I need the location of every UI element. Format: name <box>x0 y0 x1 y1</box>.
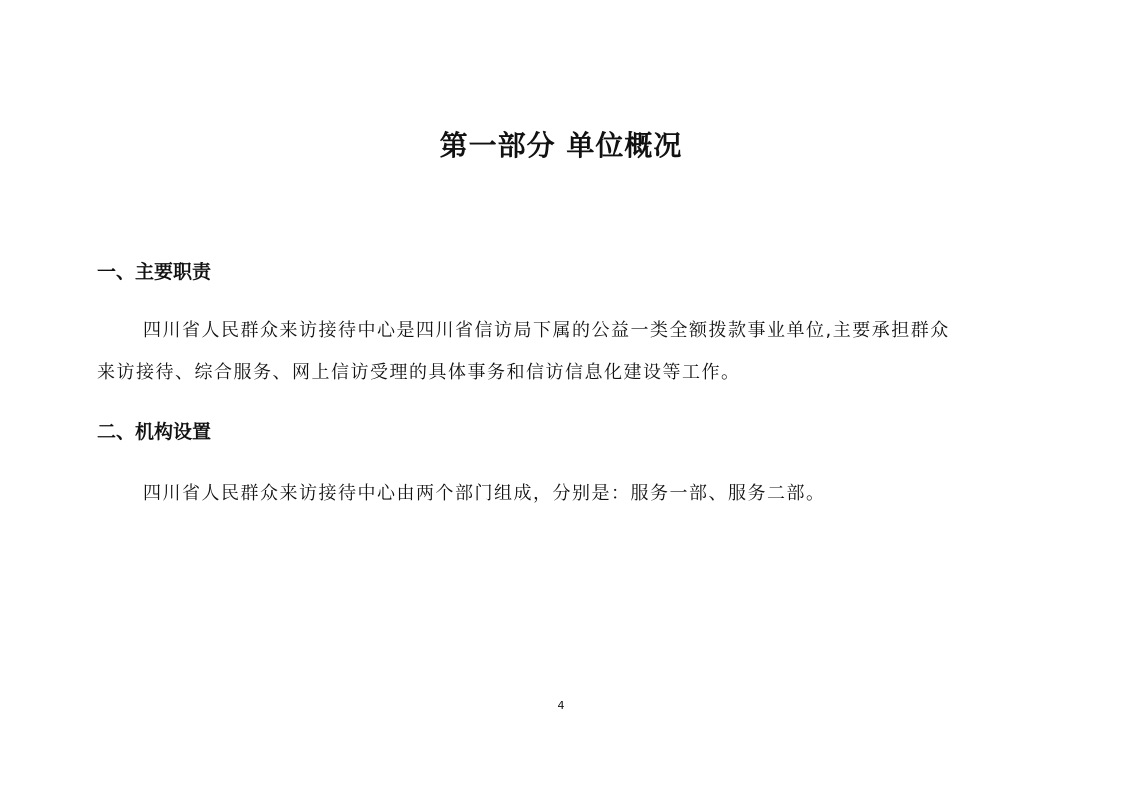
section-paragraph-organization <box>97 473 1032 515</box>
page-title: 第一部分 单位概况 <box>439 129 683 162</box>
section-heading-organization: 二、机构设置 <box>97 421 212 443</box>
section-paragraph-main-duties <box>97 310 1032 394</box>
paragraph-line: 四川省人民群众来访接待中心由两个部门组成，分别是：服务一部、服务二部。 <box>143 483 826 504</box>
page-number: 4 <box>557 699 565 712</box>
paragraph-line: 来访接待、综合服务、网上信访受理的具体事务和信访信息化建设等工作。 <box>97 362 741 383</box>
paragraph-line: 四川省人民群众来访接待中心是四川省信访局下属的公益一类全额拨款事业单位,主要承担群众 <box>143 320 950 341</box>
section-heading-main-duties: 一、主要职责 <box>97 261 212 283</box>
